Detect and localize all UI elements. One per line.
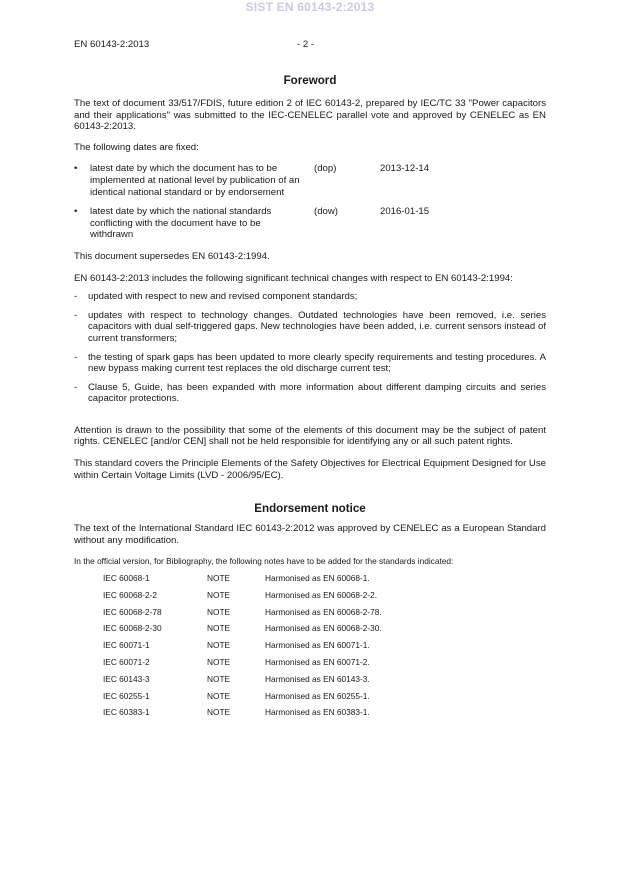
note-standard: IEC 60143-3 [103, 673, 150, 684]
change-item [74, 352, 546, 375]
note-text: Harmonised as EN 60068-2-2. [265, 589, 378, 600]
change-item-text: the testing of spark gaps has been updated to more clearly specify requirements and testing procedures. A new bypass making current test replaces the old discharge current test; [88, 351, 546, 375]
note-label: NOTE [207, 606, 231, 617]
dash-icon: - [74, 381, 78, 393]
note-standard: IEC 60068-2-30 [103, 623, 162, 634]
note-text: Harmonised as EN 60068-1. [265, 573, 370, 584]
date-item-text: latest date by which the document has to be implemented at national level by publication of an identical national standard or by endorsement [90, 163, 300, 198]
endorsement-text: The text of the International Standard IEC 60143-2:2012 was approved by CENELEC as a European Standard without any modification. [74, 523, 546, 546]
note-label: NOTE [207, 707, 231, 718]
patent-notice: Attention is drawn to the possibility that some of the elements of this document may be the subject of patent rights. CENELEC [and/or CEN] shall not be held responsible for identifying any or all such patent rights. [74, 424, 546, 448]
header-page-number: - 2 - [297, 39, 315, 50]
note-label: NOTE [207, 657, 231, 668]
date-item-dow [74, 206, 546, 241]
note-standard: IEC 60383-1 [103, 707, 150, 718]
table-row [103, 570, 382, 587]
note-text: Harmonised as EN 60143-3. [265, 673, 370, 684]
change-item-text: updates with respect to technology changes. Outdated technologies have been removed, i.e. series capacitors with dual self-triggered gaps. New technologies have been added, i.e. current sensors instead of current transformers; [88, 309, 546, 344]
table-row [103, 587, 382, 604]
changes-intro: EN 60143-2:2013 includes the following significant technical changes with respect to EN 60143-2:1994: [74, 272, 513, 284]
table-row [103, 621, 382, 638]
note-text: Harmonised as EN 60071-2. [265, 657, 370, 668]
note-text: Harmonised as EN 60255-1. [265, 690, 370, 701]
date-item-code: (dow) [314, 206, 338, 218]
note-label: NOTE [207, 640, 231, 651]
note-text: Harmonised as EN 60068-2-78. [265, 606, 382, 617]
bullet-icon: • [74, 163, 78, 175]
note-label: NOTE [207, 690, 231, 701]
note-label: NOTE [207, 589, 231, 600]
note-standard: IEC 60071-1 [103, 640, 150, 651]
note-standard: IEC 60255-1 [103, 690, 150, 701]
bullet-icon: • [74, 206, 78, 218]
table-row [103, 671, 382, 688]
note-text: Harmonised as EN 60383-1. [265, 707, 370, 718]
note-text: Harmonised as EN 60071-1. [265, 640, 370, 651]
table-row [103, 705, 382, 722]
table-row [103, 688, 382, 705]
dash-icon: - [74, 309, 78, 321]
table-row [103, 638, 382, 655]
bibliography-intro: In the official version, for Bibliography, the following notes have to be added for the standards indicated: [74, 556, 454, 567]
bibliography-notes-table [103, 570, 382, 721]
date-item-value: 2016-01-15 [380, 206, 430, 218]
date-item-text: latest date by which the national standards conflicting with the document have to be withdrawn [90, 206, 272, 241]
dash-icon: - [74, 291, 78, 303]
note-label: NOTE [207, 573, 231, 584]
date-item-dop [74, 163, 546, 198]
note-standard: IEC 60068-1 [103, 573, 150, 584]
supersedes-note: This document supersedes EN 60143-2:1994. [74, 250, 270, 262]
note-text: Harmonised as EN 60068-2-30. [265, 623, 382, 634]
note-standard: IEC 60068-2-78 [103, 606, 162, 617]
note-standard: IEC 60071-2 [103, 657, 150, 668]
note-label: NOTE [207, 673, 231, 684]
change-item [74, 382, 546, 405]
note-label: NOTE [207, 623, 231, 634]
change-item [74, 291, 546, 303]
dates-intro: The following dates are fixed: [74, 141, 199, 153]
table-row [103, 604, 382, 621]
page-content [74, 74, 546, 722]
dash-icon: - [74, 351, 78, 363]
change-item [74, 310, 546, 345]
note-standard: IEC 60068-2-2 [103, 589, 157, 600]
foreword-title: Foreword [283, 74, 337, 87]
foreword-intro: The text of document 33/517/FDIS, future edition 2 of IEC 60143-2, prepared by IEC/TC 33 "Power capacitors and their applications" was submitted to the IEC-CENELEC parallel vote and approved by CENELEC as EN 60143-2:2013. [74, 98, 546, 133]
watermark: SIST EN 60143-2:2013 [245, 0, 375, 14]
date-item-code: (dop) [314, 163, 337, 175]
change-item-text: Clause 5, Guide, has been expanded with more information about different damping circuits and series capacitor protections. [88, 381, 546, 405]
date-item-value: 2013-12-14 [380, 163, 430, 175]
change-item-text: updated with respect to new and revised component standards; [88, 291, 358, 303]
endorsement-title: Endorsement notice [254, 502, 366, 516]
header-doc-id: EN 60143-2:2013 [74, 39, 150, 50]
lvd-notice: This standard covers the Principle Elements of the Safety Objectives for Electrical Equipment Designed for Use within Certain Voltage Limits (LVD - 2006/95/EC). [74, 458, 546, 481]
table-row [103, 654, 382, 671]
